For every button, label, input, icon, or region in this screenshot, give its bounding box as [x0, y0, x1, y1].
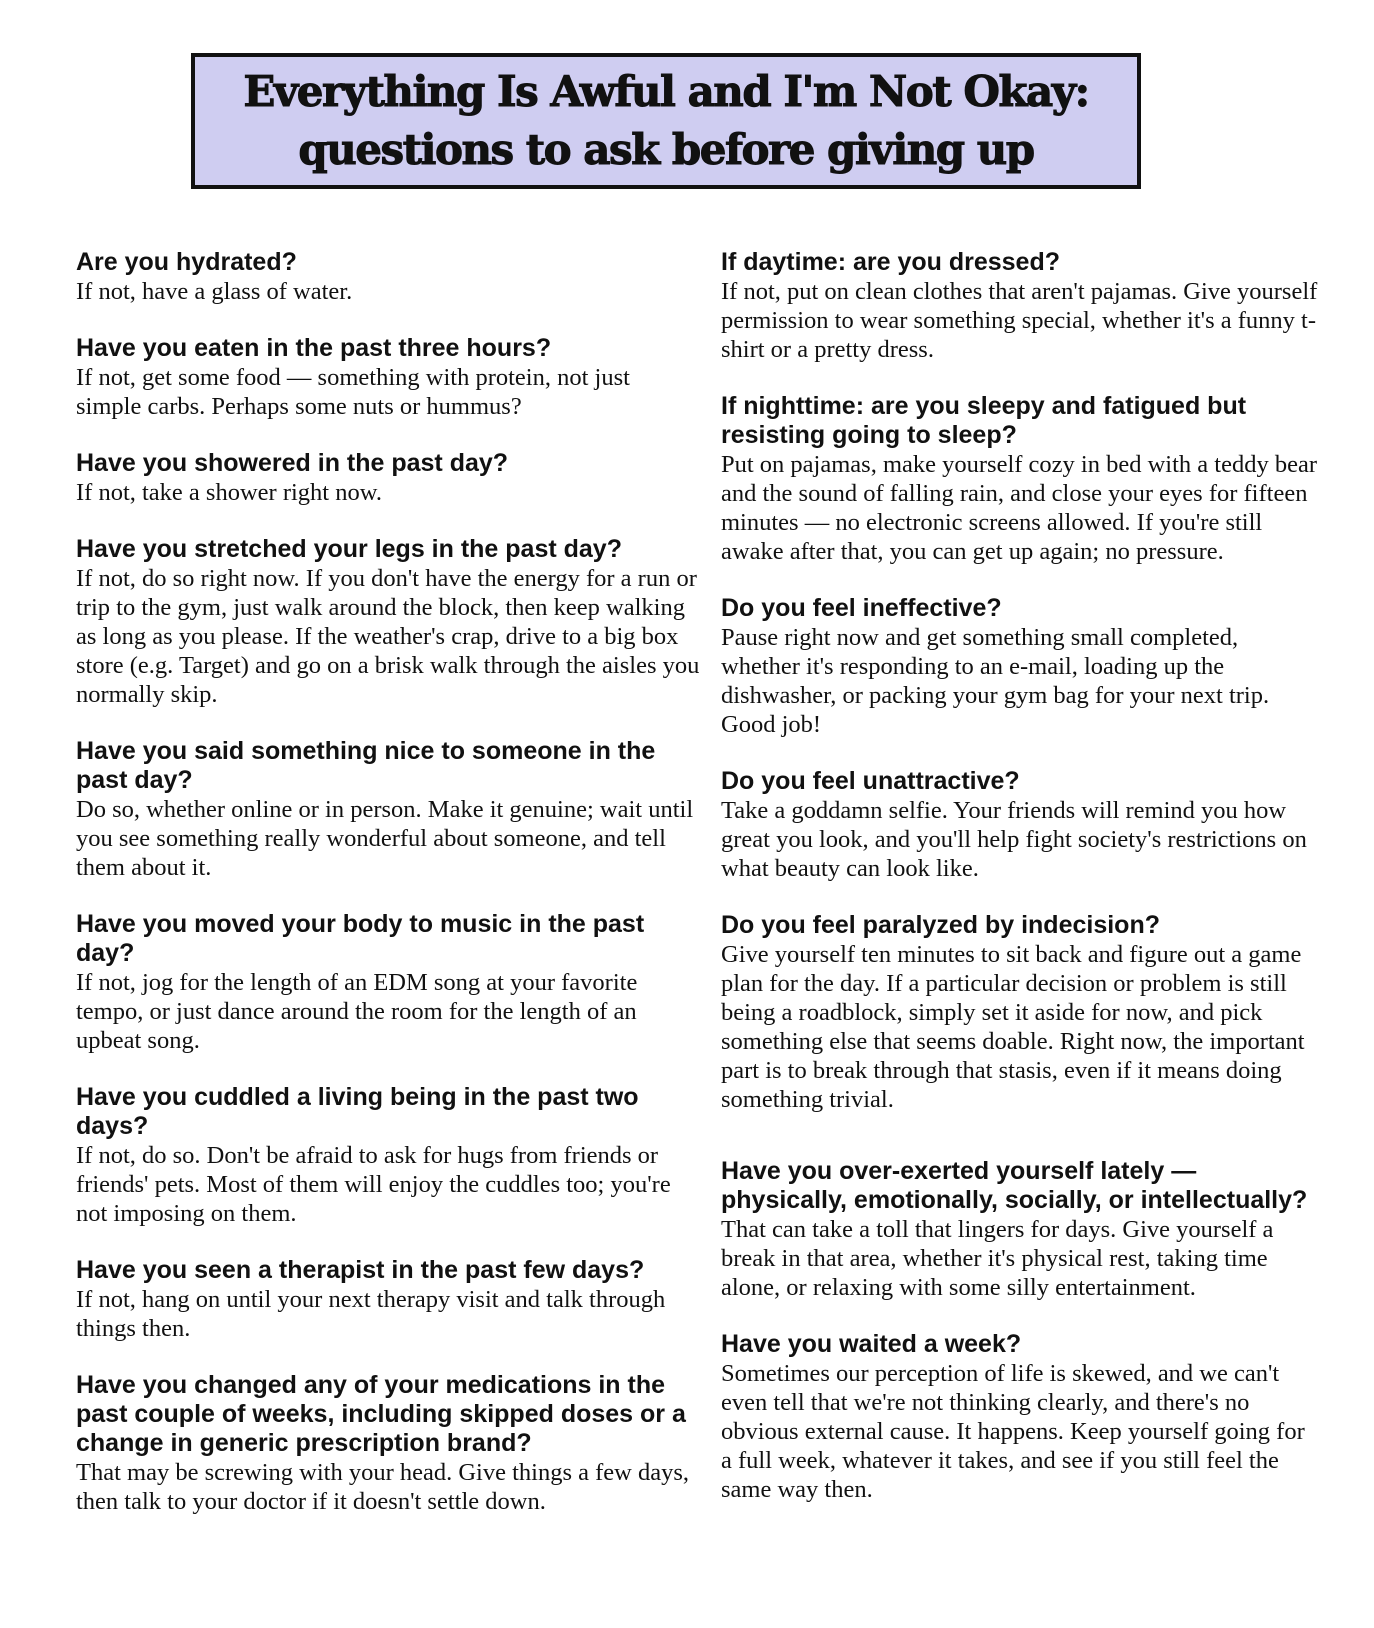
question-heading: Have you waited a week? [721, 1330, 1022, 1358]
question-heading: Have you changed any of your medications in the past couple of weeks, including skipped doses or a change in generic prescription brand? [76, 1371, 686, 1457]
question-heading: Have you moved your body to music in the past day? [76, 910, 645, 967]
answer-text: That may be screwing with your head. Give things a few days, then talk to your doctor if it doesn't settle down. [76, 1459, 690, 1515]
page-subtitle: questions to ask before giving up [298, 125, 1034, 174]
answer-text: If not, have a glass of water. [76, 278, 353, 305]
answer-text: Give yourself ten minutes to sit back and figure out a game plan for the day. If a particular decision or problem is still being a roadblock, simply set it aside for now, and pick something else that seems doable. Right now, the important part is to break through that stasis, even if it means doing something trivial. [721, 941, 1305, 1113]
answer-text: If not, hang on until your next therapy visit and talk through things then. [76, 1286, 666, 1342]
answer-text: If not, put on clean clothes that aren't pajamas. Give yourself permission to wear something special, whether it's a funny t-shirt or a pretty dress. [721, 278, 1318, 363]
question-item [76, 1256, 700, 1343]
question-heading: Do you feel unattractive? [721, 767, 1020, 795]
question-item [76, 449, 700, 507]
question-heading: Have you seen a therapist in the past few days? [76, 1256, 645, 1284]
question-heading: Are you hydrated? [76, 248, 297, 276]
question-heading: Have you said something nice to someone in the past day? [76, 737, 656, 794]
answer-text: If not, do so. Don't be afraid to ask for hugs from friends or friends' pets. Most of them will enjoy the cuddles too; you're not imposing on them. [76, 1142, 671, 1227]
question-item [76, 1371, 700, 1516]
question-item [721, 392, 1321, 566]
answer-text: If not, take a shower right now. [76, 479, 382, 506]
question-item [721, 1330, 1321, 1504]
question-item [76, 248, 700, 306]
question-heading: If nighttime: are you sleepy and fatigued but resisting going to sleep? [721, 392, 1247, 449]
answer-text: If not, jog for the length of an EDM song at your favorite tempo, or just dance around the room for the length of an upbeat song. [76, 969, 638, 1054]
question-item [76, 334, 700, 421]
question-heading: Have you stretched your legs in the past day? [76, 535, 622, 563]
question-item [721, 1157, 1321, 1302]
right-column [721, 248, 1321, 1504]
answer-text: Do so, whether online or in person. Make it genuine; wait until you see something really wonderful about someone, and tell them about it. [76, 796, 694, 881]
question-heading: Have you eaten in the past three hours? [76, 334, 552, 362]
answer-text: That can take a toll that lingers for days. Give yourself a break in that area, whether it's physical rest, taking time alone, or relaxing with some silly entertainment. [721, 1216, 1274, 1301]
question-heading: If daytime: are you dressed? [721, 248, 1061, 276]
question-heading: Have you over-exerted yourself lately — physically, emotionally, socially, or intellectually? [721, 1157, 1308, 1214]
question-item [721, 248, 1321, 364]
question-item [76, 737, 700, 882]
answer-text: Put on pajamas, make yourself cozy in bed with a teddy bear and the sound of falling rain, and close your eyes for fifteen minutes — no electronic screens allowed. If you're still awake after that, you can get up again; no pressure. [721, 451, 1317, 565]
answer-text: Take a goddamn selfie. Your friends will remind you how great you look, and you'll help fight society's restrictions on what beauty can look like. [721, 797, 1307, 882]
question-heading: Have you showered in the past day? [76, 449, 509, 477]
page-title: Everything Is Awful and I'm Not Okay: [243, 67, 1089, 116]
question-item [76, 535, 700, 709]
question-item [721, 767, 1321, 883]
title-box [191, 53, 1141, 189]
answer-text: If not, get some food — something with protein, not just simple carbs. Perhaps some nuts or hummus? [76, 364, 630, 420]
question-heading: Do you feel paralyzed by indecision? [721, 911, 1160, 939]
question-heading: Have you cuddled a living being in the past two days? [76, 1083, 639, 1140]
question-heading: Do you feel ineffective? [721, 594, 1002, 622]
question-item [721, 594, 1321, 739]
left-column [76, 248, 700, 1516]
answer-text: If not, do so right now. If you don't have the energy for a run or trip to the gym, just walk around the block, then keep walking as long as you please. If the weather's crap, drive to a big box store (e.g. Target) and go on a brisk walk through the aisles you normally skip. [76, 565, 700, 708]
answer-text: Pause right now and get something small completed, whether it's responding to an e-mail, loading up the dishwasher, or packing your gym bag for your next trip. Good job! [721, 624, 1270, 738]
question-item [721, 911, 1321, 1114]
question-item [76, 910, 700, 1055]
question-item [76, 1083, 700, 1228]
answer-text: Sometimes our perception of life is skewed, and we can't even tell that we're not thinking clearly, and there's no obvious external cause. It happens. Keep yourself going for a full week, whatever it takes, and see if you still feel the same way then. [721, 1360, 1305, 1503]
